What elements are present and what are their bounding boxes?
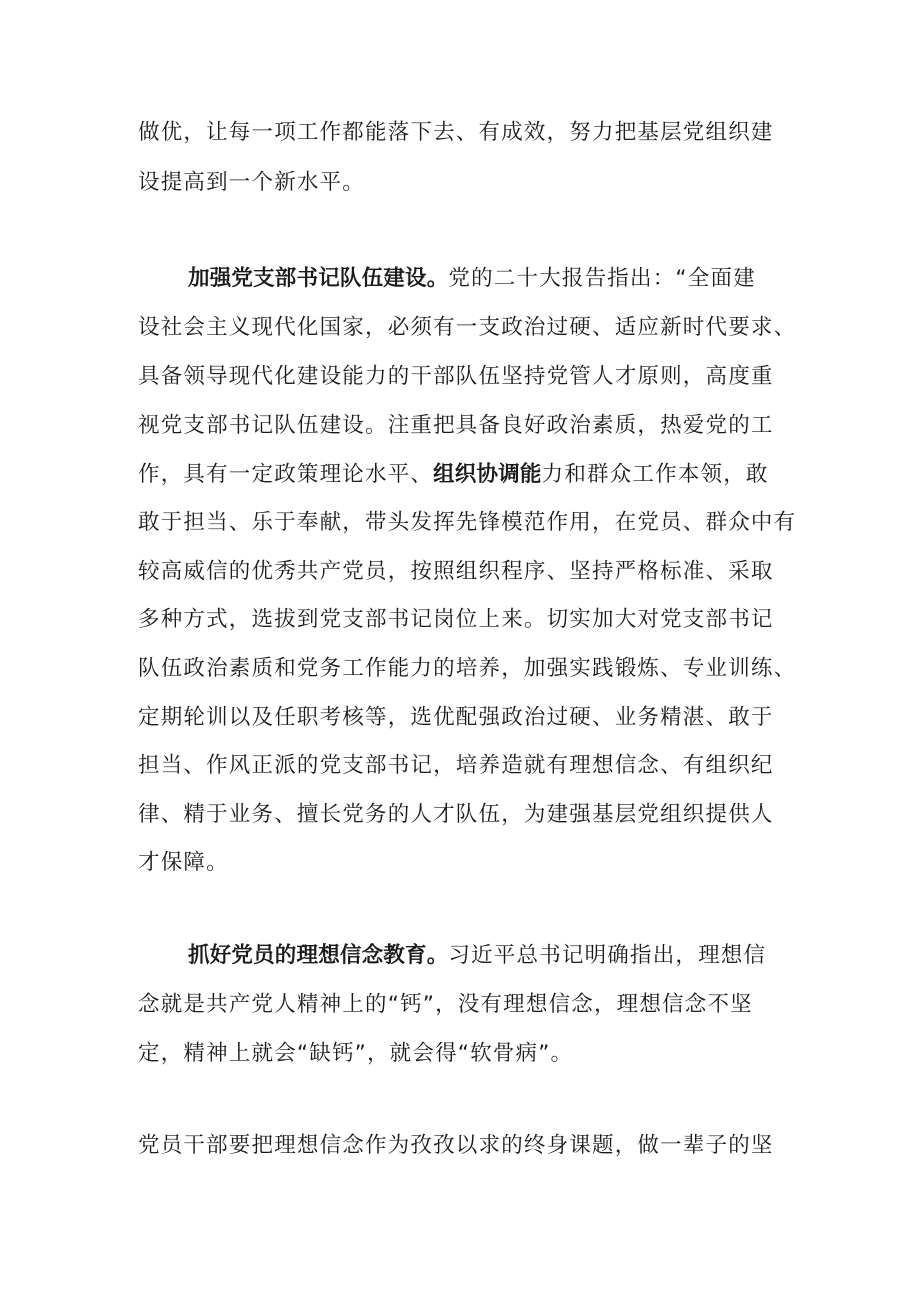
paragraph-line: 具备领导现代化建设能力的干部队伍坚持党管人才原则，高度重 <box>138 364 774 389</box>
paragraph-text: 力和群众工作本领，敢 <box>541 462 769 487</box>
paragraph-heading: 加强党支部书记队伍建设。 <box>188 266 449 291</box>
paragraph-line: 定期轮训以及任职考核等，选优配强政治过硬、业务精湛、敢于 <box>138 705 774 730</box>
inline-bold-text: 组织协调能 <box>433 462 542 487</box>
paragraph-line: 设社会主义现代化国家，必须有一支政治过硬、适应新时代要求、 <box>138 315 797 340</box>
paragraph-line: 党员干部要把理想信念作为孜孜以求的终身课题，做一辈子的坚 <box>138 1133 774 1158</box>
paragraph-line: 多种方式，选拔到党支部书记岗位上来。切实加大对党支部书记 <box>138 607 774 632</box>
paragraph-text: 党的二十大报告指出：“全面建 <box>448 266 756 291</box>
paragraph-line: 律、精于业务、擅长党务的人才队伍，为建强基层党组织提供人 <box>138 802 774 827</box>
paragraph-first-line <box>188 941 798 971</box>
paragraph-line: 念就是共产党人精神上的“钙”，没有理想信念，理想信念不坚 <box>138 992 753 1017</box>
paragraph-line: 担当、作风正派的党支部书记，培养造就有理想信念、有组织纪 <box>138 753 774 778</box>
paragraph-line: 才保障。 <box>138 850 229 875</box>
paragraph-line: 较高威信的优秀共产党员，按照组织程序、坚持严格标准、采取 <box>138 559 774 584</box>
paragraph-line: 队伍政治素质和党务工作能力的培养，加强实践锻炼、专业训练、 <box>138 656 797 681</box>
paragraph-line: 定，精神上就会“缺钙”，就会得“软骨病”。 <box>138 1041 574 1066</box>
paragraph-line: 视党支部书记队伍建设。注重把具备良好政治素质，热爱党的工 <box>138 413 774 438</box>
paragraph-text: 作，具有一定政策理论水平、 <box>138 462 434 487</box>
paragraph-line: 做优，让每一项工作都能落下去、有成效，努力把基层党组织建 <box>138 120 774 145</box>
paragraph-line: 敢于担当、乐于奉献，带头发挥先锋模范作用，在党员、群众中有 <box>138 510 797 535</box>
paragraph-first-line <box>188 264 798 294</box>
paragraph-line: 设提高到一个新水平。 <box>138 170 366 195</box>
paragraph-heading: 抓好党员的理想信念教育。 <box>188 943 449 968</box>
paragraph-text: 习近平总书记明确指出，理想信 <box>448 943 767 968</box>
paragraph-line <box>138 460 798 490</box>
